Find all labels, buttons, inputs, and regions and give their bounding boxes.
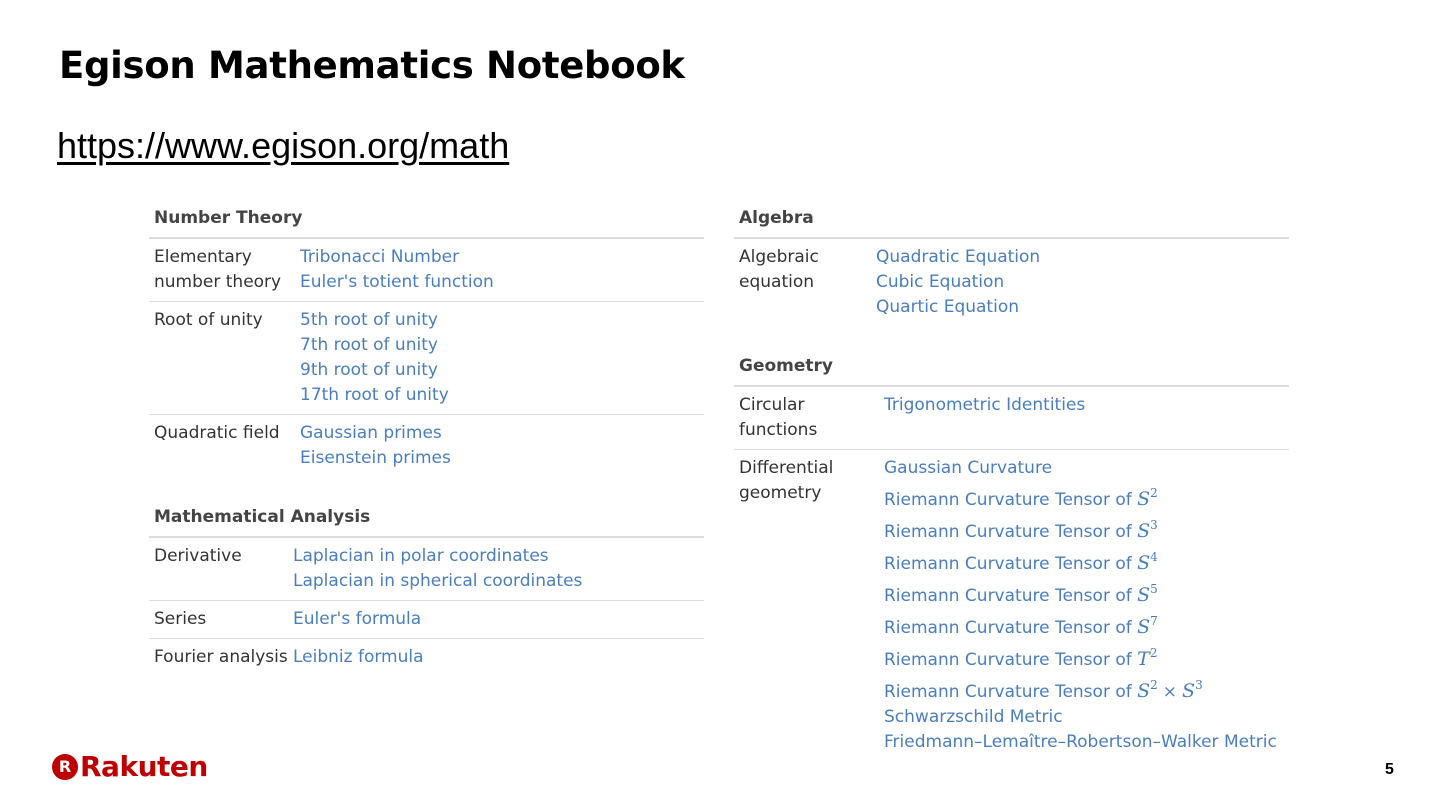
- link-riemann-s2-x-s3[interactable]: Riemann Curvature Tensor of $S^2 \times S^3$: [884, 678, 1203, 702]
- category-label: Fourier analysis: [154, 647, 288, 667]
- link-5th-root-of-unity[interactable]: 5th root of unity: [300, 310, 438, 330]
- link-riemann-s3[interactable]: Riemann Curvature Tensor of $S^3$: [884, 518, 1158, 542]
- link-tribonacci-number[interactable]: Tribonacci Number: [300, 247, 460, 267]
- table-row: [734, 450, 1289, 761]
- left-column: [149, 206, 704, 676]
- link-riemann-s2[interactable]: Riemann Curvature Tensor of $S^2$: [884, 486, 1158, 510]
- link-17th-root-of-unity[interactable]: 17th root of unity: [300, 385, 449, 405]
- category-label: Root of unity: [154, 310, 263, 330]
- geometry-heading: Geometry: [734, 354, 1289, 387]
- link-eisenstein-primes[interactable]: Eisenstein primes: [300, 448, 451, 468]
- right-column: [734, 206, 1289, 761]
- link-riemann-t2[interactable]: Riemann Curvature Tensor of $T^2$: [884, 646, 1158, 670]
- table-row: [149, 601, 704, 639]
- link-riemann-s7[interactable]: Riemann Curvature Tensor of $S^7$: [884, 614, 1158, 638]
- link-laplacian-polar[interactable]: Laplacian in polar coordinates: [293, 546, 549, 566]
- table-row: [149, 415, 704, 477]
- link-riemann-s4[interactable]: Riemann Curvature Tensor of $S^4$: [884, 550, 1158, 574]
- analysis-heading: Mathematical Analysis: [149, 505, 704, 538]
- link-7th-root-of-unity[interactable]: 7th root of unity: [300, 335, 438, 355]
- table-row: [149, 302, 704, 415]
- notebook-url-link[interactable]: https://www.egison.org/math: [57, 125, 510, 166]
- link-schwarzschild-metric[interactable]: Schwarzschild Metric: [884, 707, 1063, 727]
- category-label: Differential geometry: [739, 458, 834, 503]
- link-cubic-equation[interactable]: Cubic Equation: [876, 272, 1005, 292]
- category-label: Circular functions: [739, 395, 818, 440]
- table-row: [149, 538, 704, 601]
- link-riemann-s5[interactable]: Riemann Curvature Tensor of $S^5$: [884, 582, 1158, 606]
- link-eulers-formula[interactable]: Euler's formula: [293, 609, 422, 629]
- number-theory-heading: Number Theory: [149, 206, 704, 239]
- link-flrw-metric[interactable]: Friedmann–Lemaître–Robertson–Walker Metric: [884, 732, 1277, 752]
- link-leibniz-formula[interactable]: Leibniz formula: [293, 647, 424, 667]
- page-number: 5: [1385, 761, 1394, 778]
- rakuten-r-icon: R: [52, 754, 78, 780]
- rakuten-logo: [52, 750, 208, 783]
- link-trigonometric-identities[interactable]: Trigonometric Identities: [884, 395, 1086, 415]
- page-title: Egison Mathematics Notebook: [59, 44, 685, 87]
- rakuten-wordmark: Rakuten: [80, 750, 208, 783]
- algebra-heading: Algebra: [734, 206, 1289, 239]
- link-gaussian-curvature[interactable]: Gaussian Curvature: [884, 458, 1053, 478]
- category-label: Elementary number theory: [154, 247, 282, 292]
- link-laplacian-spherical[interactable]: Laplacian in spherical coordinates: [293, 571, 583, 591]
- link-9th-root-of-unity[interactable]: 9th root of unity: [300, 360, 438, 380]
- category-label: Quadratic field: [154, 423, 280, 443]
- category-label: Derivative: [154, 546, 242, 566]
- link-eulers-totient[interactable]: Euler's totient function: [300, 272, 494, 292]
- category-label: Series: [154, 609, 207, 629]
- link-quadratic-equation[interactable]: Quadratic Equation: [876, 247, 1041, 267]
- table-row: [734, 387, 1289, 450]
- table-row: [149, 639, 704, 676]
- link-quartic-equation[interactable]: Quartic Equation: [876, 297, 1019, 317]
- table-row: [149, 239, 704, 302]
- category-label: Algebraic equation: [739, 247, 819, 292]
- table-row: [734, 239, 1289, 326]
- link-gaussian-primes[interactable]: Gaussian primes: [300, 423, 442, 443]
